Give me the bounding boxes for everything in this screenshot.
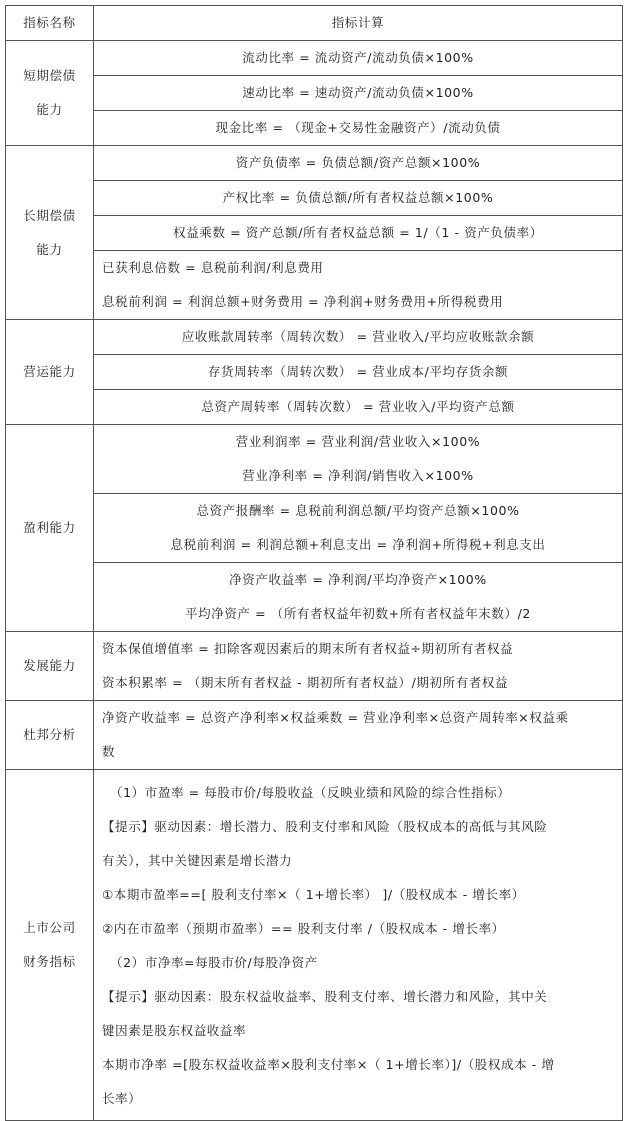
table-row <box>6 632 623 701</box>
category-growth-capacity: 发展能力 <box>6 632 94 701</box>
formula-quick-ratio: 速动比率 = 速动资产/流动负债×100% <box>94 76 623 111</box>
formula-line: 键因素是股东权益收益率 <box>102 1023 247 1038</box>
formula-line: 净资产收益率 = 总资产净利率×权益乘数 = 营业净利率×总资产周转率×权益乘 <box>102 710 569 725</box>
formula-line: 息税前利润 = 利润总额+利息支出 = 净利润+所得税+利息支出 <box>170 537 546 552</box>
table-row <box>6 494 623 563</box>
table-row <box>6 563 623 632</box>
category-label: 短期偿债 <box>23 68 76 83</box>
table-row <box>6 181 623 216</box>
formula-line: 营业净利率 = 净利润/销售收入×100% <box>242 468 474 483</box>
category-long-term-solvency <box>6 146 94 320</box>
formula-inventory-turnover: 存货周转率（周转次数） = 营业成本/平均存货余额 <box>94 355 623 390</box>
formula-line: ②内在市盈率（预期市盈率）== 股利支付率 /（股权成本 - 增长率） <box>102 921 505 936</box>
table-row <box>6 76 623 111</box>
formula-line: 总资产报酬率 = 息税前利润总额/平均资产总额×100% <box>196 503 520 518</box>
formula-interest-coverage <box>94 251 623 320</box>
table-row <box>6 146 623 181</box>
formula-line: 资本保值增值率 = 扣除客观因素后的期末所有者权益÷期初所有者权益 <box>102 641 514 656</box>
category-label: 上市公司 <box>23 920 76 935</box>
formula-line: 数 <box>102 744 116 759</box>
formula-line: 净资产收益率 = 净利润/平均净资产×100% <box>229 572 487 587</box>
formula-line: 【提示】驱动因素：股东权益收益率、股利支付率、增长潜力和风险，其中关 <box>102 989 548 1004</box>
table-row <box>6 425 623 494</box>
formula-roa <box>94 494 623 563</box>
table-row <box>6 355 623 390</box>
formula-line: 有关），其中关键因素是增长潜力 <box>102 853 293 868</box>
category-label: 财务指标 <box>23 954 76 969</box>
formula-capital-growth <box>94 632 623 701</box>
formula-asset-turnover: 总资产周转率（周转次数） = 营业收入/平均资产总额 <box>94 390 623 425</box>
category-label: 能力 <box>36 102 63 117</box>
formula-line: （1）市盈率 = 每股市价/每股收益（反映业绩和风险的综合性指标） <box>110 785 511 800</box>
formula-line: 【提示】驱动因素：增长潜力、股利支付率和风险（股权成本的高低与其风险 <box>102 819 548 834</box>
header-indicator-name: 指标名称 <box>6 6 94 41</box>
formula-operating-margin <box>94 425 623 494</box>
financial-indicators-table <box>5 5 623 1121</box>
table-row <box>6 770 623 1121</box>
category-profitability: 盈利能力 <box>6 425 94 632</box>
formula-debt-ratio: 资产负债率 = 负债总额/资产总额×100% <box>94 146 623 181</box>
table-row <box>6 320 623 355</box>
formula-roe <box>94 563 623 632</box>
table-row <box>6 216 623 251</box>
formula-line: 长率） <box>102 1091 142 1106</box>
formula-line: 资本积累率 = （期末所有者权益 - 期初所有者权益）/期初所有者权益 <box>102 675 509 690</box>
formula-line: 本期市净率 =[股东权益收益率×股利支付率×（ 1+增长率）]/（股权成本 - 增 <box>102 1057 555 1072</box>
category-operating-capacity: 营运能力 <box>6 320 94 425</box>
category-label: 能力 <box>36 241 63 257</box>
formula-line: 已获利息倍数 = 息税前利润/利息费用 <box>102 260 324 275</box>
table-row <box>6 41 623 76</box>
formula-line: 息税前利润 = 利润总额+财务费用 = 净利润+财务费用+所得税费用 <box>102 294 504 309</box>
formula-line: （2）市净率=每股市价/每股净资产 <box>110 955 318 970</box>
formula-cash-ratio: 现金比率 = （现金+交易性金融资产）/流动负债 <box>94 111 623 146</box>
table-header-row <box>6 6 623 41</box>
table-row <box>6 251 623 320</box>
table-row <box>6 111 623 146</box>
formula-line: 营业利润率 = 营业利润/营业收入×100% <box>235 434 481 449</box>
category-label: 长期偿债 <box>23 207 76 223</box>
formula-equity-multiplier: 权益乘数 = 资产总额/所有者权益总额 = 1/（1 - 资产负债率） <box>94 216 623 251</box>
formula-line: 平均净资产 = （所有者权益年初数+所有者权益年末数）/2 <box>185 606 531 621</box>
formula-current-ratio: 流动比率 = 流动资产/流动负债×100% <box>94 41 623 76</box>
table-row <box>6 701 623 770</box>
header-indicator-calc: 指标计算 <box>94 6 623 41</box>
category-short-term-solvency <box>6 41 94 146</box>
formula-dupont <box>94 701 623 770</box>
formula-line: ①本期市盈率==[ 股利支付率×（ 1+增长率） ]/（股权成本 - 增长率） <box>102 887 525 902</box>
formula-receivables-turnover: 应收账款周转率（周转次数） = 营业收入/平均应收账款余额 <box>94 320 623 355</box>
category-listed-company-indicators <box>6 770 94 1121</box>
table-row <box>6 390 623 425</box>
category-dupont-analysis: 杜邦分析 <box>6 701 94 770</box>
formula-listed-company <box>94 770 623 1121</box>
formula-equity-ratio: 产权比率 = 负债总额/所有者权益总额×100% <box>94 181 623 216</box>
